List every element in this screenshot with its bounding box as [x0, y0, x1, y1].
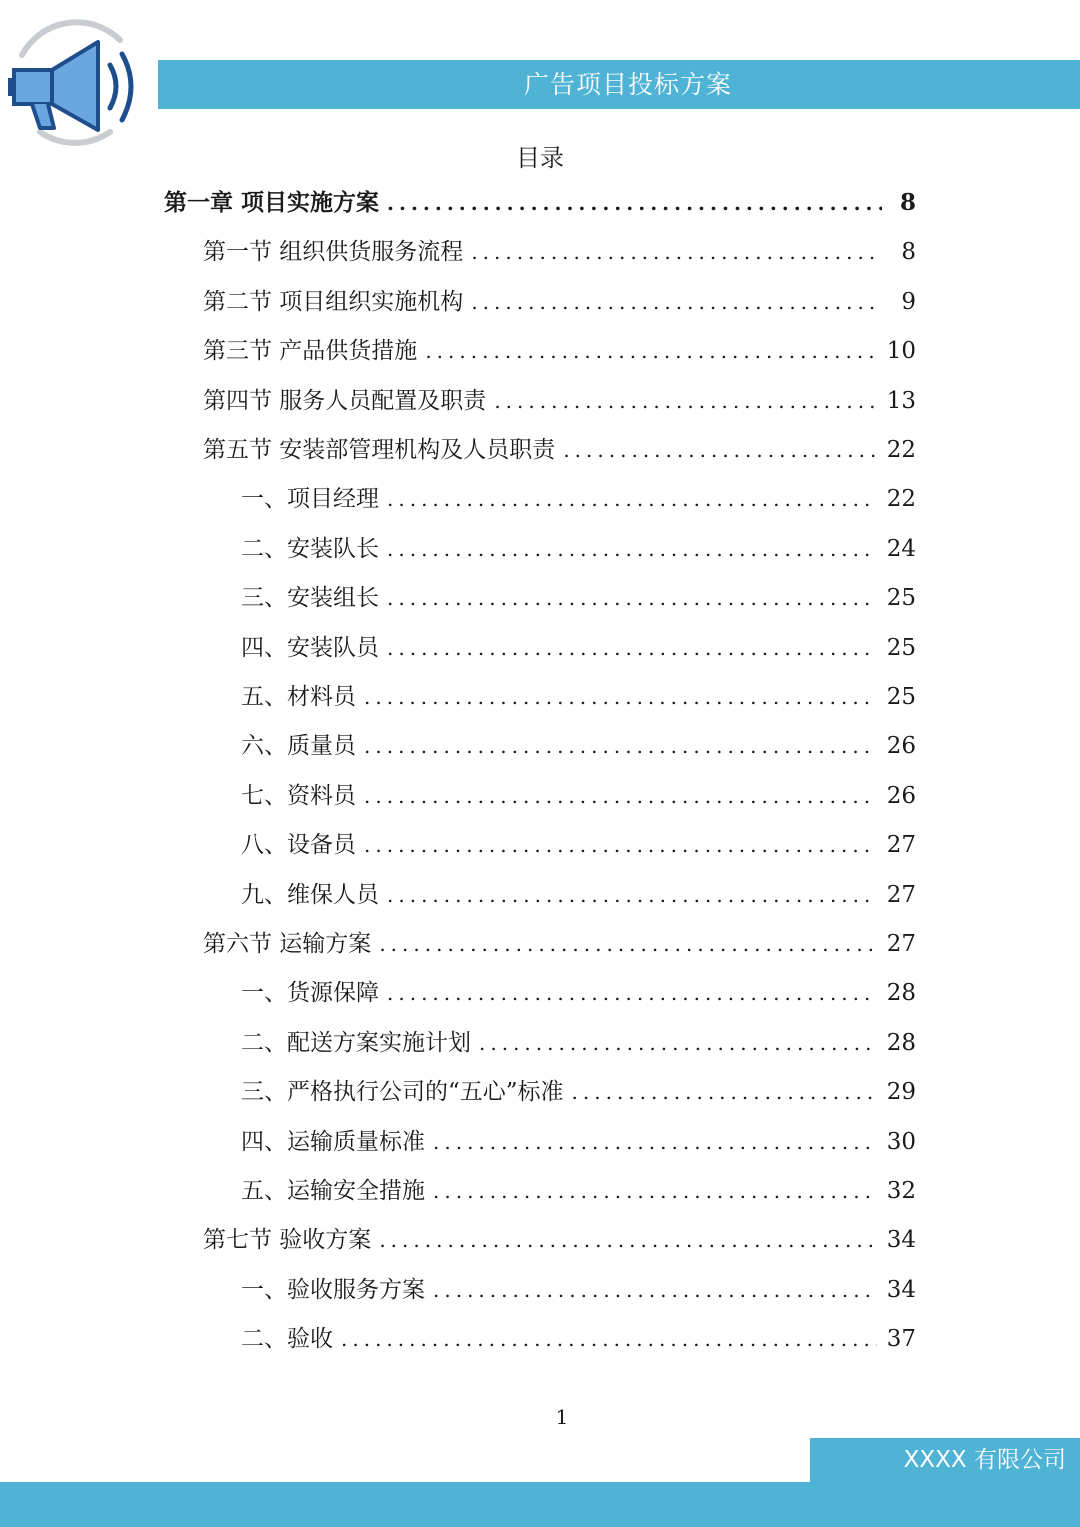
toc-entry[interactable]: [241, 1122, 916, 1162]
toc-entry[interactable]: [241, 825, 916, 865]
toc-dot-leader: [364, 677, 877, 717]
toc-entry-page: 25: [886, 684, 916, 710]
toc-entry-page: 9: [901, 288, 916, 315]
toc-entry-page: 27: [886, 881, 916, 908]
toc-entry-label: 第一节 组织供货服务流程: [203, 239, 464, 266]
toc-dot-leader: [479, 1023, 877, 1063]
toc-dot-leader: [387, 183, 882, 223]
toc-entry[interactable]: [241, 875, 916, 915]
toc-entry-label: 七、资料员: [241, 782, 356, 809]
toc-title: 目录: [516, 144, 564, 172]
toc-entry[interactable]: [241, 776, 916, 816]
toc-entry-label: 四、运输质量标准: [241, 1128, 425, 1155]
toc-entry-label: 九、维保人员: [241, 881, 379, 908]
toc-entry-page: 34: [886, 1276, 916, 1303]
toc-entry-page: 29: [886, 1079, 916, 1106]
toc-dot-leader: [387, 875, 877, 915]
toc-entry-label: 三、严格执行公司的“五心”标准: [241, 1079, 564, 1106]
toc-dot-leader: [471, 282, 882, 322]
toc-entry-page: 25: [886, 634, 916, 661]
document-title: 广告项目投标方案: [523, 70, 732, 99]
toc-entry[interactable]: [241, 529, 916, 569]
megaphone-icon: [0, 10, 150, 150]
footer-band: [0, 1482, 1080, 1527]
toc-entry-label: 二、安装队长: [241, 535, 379, 562]
toc-entry-label: 六、质量员: [241, 733, 356, 760]
toc-entry[interactable]: [241, 973, 916, 1013]
toc-dot-leader: [364, 726, 877, 766]
toc-dot-leader: [341, 1319, 877, 1359]
toc-dot-leader: [433, 1171, 877, 1211]
toc-entry[interactable]: [241, 479, 916, 519]
toc-entry[interactable]: [164, 183, 916, 223]
toc-dot-leader: [433, 1270, 877, 1310]
toc-entry-label: 五、材料员: [241, 684, 356, 710]
toc-entry[interactable]: [241, 1270, 916, 1310]
toc-entry[interactable]: [241, 1023, 916, 1063]
toc-dot-leader: [387, 529, 877, 569]
toc-dot-leader: [572, 1072, 877, 1112]
toc-dot-leader: [433, 1122, 877, 1162]
toc-entry-page: 30: [886, 1128, 916, 1155]
toc-entry[interactable]: [203, 430, 916, 470]
toc-entry[interactable]: [241, 578, 916, 618]
toc-entry[interactable]: [241, 1171, 916, 1211]
toc-entry-page: 26: [886, 733, 916, 760]
toc-entry-label: 第一章 项目实施方案: [164, 189, 380, 216]
toc-dot-leader: [425, 331, 876, 371]
toc-entry-page: 26: [886, 782, 916, 809]
toc-entry-label: 第三节 产品供货措施: [203, 338, 418, 365]
toc-entry-page: 8: [899, 189, 916, 216]
toc-entry[interactable]: [241, 677, 916, 717]
toc-entry-label: 一、项目经理: [241, 486, 379, 513]
toc-entry-label: 第二节 项目组织实施机构: [203, 288, 464, 315]
toc-entry-page: 8: [901, 239, 916, 266]
toc-dot-leader: [379, 924, 876, 964]
toc-entry-page: 37: [886, 1326, 916, 1353]
toc-entry-label: 第五节 安装部管理机构及人员职责: [203, 437, 556, 463]
toc-entry-page: 13: [886, 387, 916, 414]
company-name: XXXX 有限公司: [903, 1447, 1066, 1473]
toc-entry-label: 五、运输安全措施: [241, 1178, 425, 1204]
toc-dot-leader: [494, 381, 876, 421]
toc-entry-label: 一、验收服务方案: [241, 1276, 425, 1303]
toc-entry-page: 22: [886, 437, 916, 463]
toc-dot-leader: [364, 825, 877, 865]
toc-entry-label: 二、配送方案实施计划: [241, 1029, 471, 1056]
toc-entry-page: 28: [886, 980, 916, 1007]
toc-entry[interactable]: [203, 282, 916, 322]
toc-entry[interactable]: [203, 1220, 916, 1260]
toc-dot-leader: [387, 479, 877, 519]
toc-entry-page: 27: [886, 931, 916, 957]
toc-entry[interactable]: [203, 232, 916, 272]
toc-dot-leader: [379, 1220, 876, 1260]
toc-entry-page: 22: [886, 486, 916, 513]
toc-entry-page: 27: [886, 832, 916, 859]
toc-entry-label: 四、安装队员: [241, 634, 379, 661]
toc-entry-label: 八、设备员: [241, 832, 356, 859]
toc-entry[interactable]: [203, 924, 916, 964]
toc-entry-label: 第七节 验收方案: [203, 1227, 372, 1254]
toc-dot-leader: [471, 232, 882, 272]
toc-dot-leader: [387, 578, 877, 618]
toc-dot-leader: [364, 776, 877, 816]
toc-entry-page: 28: [886, 1029, 916, 1056]
toc-entry[interactable]: [241, 1072, 916, 1112]
toc-dot-leader: [563, 430, 876, 470]
toc-entry[interactable]: [241, 1319, 916, 1359]
toc-entry-page: 34: [886, 1227, 916, 1254]
toc-entry-label: 三、安装组长: [241, 585, 379, 612]
toc-entry-label: 一、货源保障: [241, 980, 379, 1007]
toc-dot-leader: [387, 628, 877, 668]
toc-entry-page: 24: [886, 535, 916, 562]
toc-entry-label: 第四节 服务人员配置及职责: [203, 387, 487, 414]
toc-entry-label: 二、验收: [241, 1326, 333, 1353]
toc-entry[interactable]: [241, 628, 916, 668]
toc-entry-page: 25: [886, 585, 916, 612]
toc-entry[interactable]: [203, 381, 916, 421]
page-number: 1: [555, 1405, 569, 1429]
toc-entry-page: 10: [886, 338, 916, 365]
toc-dot-leader: [387, 973, 877, 1013]
toc-entry[interactable]: [203, 331, 916, 371]
toc-entry-page: 32: [886, 1178, 916, 1204]
toc-entry[interactable]: [241, 726, 916, 766]
toc-entry-label: 第六节 运输方案: [203, 931, 372, 957]
